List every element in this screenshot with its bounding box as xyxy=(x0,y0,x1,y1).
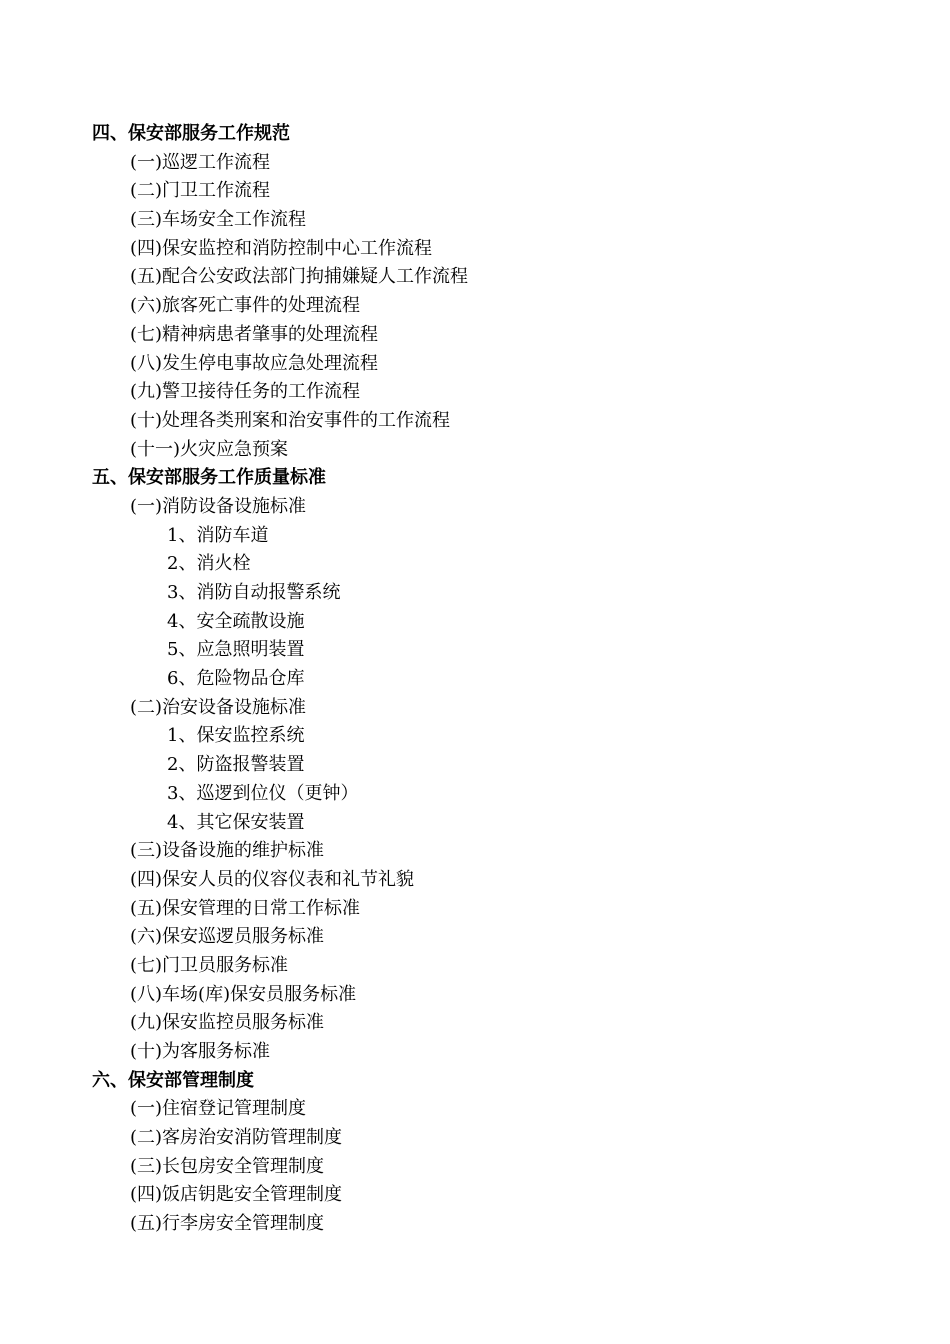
outline-item: (七)精神病患者肇事的处理流程 xyxy=(130,323,379,345)
outline-subitem: 4、其它保安装置 xyxy=(167,811,305,833)
outline-item: (三)车场安全工作流程 xyxy=(130,209,307,231)
outline-item: (九)保安监控员服务标准 xyxy=(130,1012,325,1034)
outline-item: (一)住宿登记管理制度 xyxy=(130,1098,307,1120)
outline-subitem: 2、消火栓 xyxy=(167,553,251,575)
section-heading: 六、保安部管理制度 xyxy=(92,1069,254,1091)
section-heading: 四、保安部服务工作规范 xyxy=(92,123,290,144)
outline-item: (二)治安设备设施标准 xyxy=(130,696,307,718)
outline-item: (六)保安巡逻员服务标准 xyxy=(130,926,325,948)
outline-item: (一)巡逻工作流程 xyxy=(130,151,271,173)
outline-subitem: 2、防盗报警装置 xyxy=(167,754,305,776)
outline-item: (六)旅客死亡事件的处理流程 xyxy=(130,295,361,317)
outline-subitem: 1、消防车道 xyxy=(167,524,269,546)
outline-item: (五)配合公安政法部门拘捕嫌疑人工作流程 xyxy=(130,266,469,288)
outline-item: (四)保安监控和消防控制中心工作流程 xyxy=(130,237,433,259)
outline-item: (四)保安人员的仪容仪表和礼节礼貌 xyxy=(130,868,415,890)
outline-subitem: 1、保安监控系统 xyxy=(167,725,305,747)
outline-subitem: 6、危险物品仓库 xyxy=(167,668,305,690)
table-of-contents xyxy=(0,120,950,1239)
outline-item: (二)门卫工作流程 xyxy=(130,180,271,202)
outline-item: (一)消防设备设施标准 xyxy=(130,495,307,517)
outline-item: (三)长包房安全管理制度 xyxy=(130,1155,325,1177)
outline-item: (七)门卫员服务标准 xyxy=(130,954,289,976)
outline-item: (九)警卫接待任务的工作流程 xyxy=(130,381,361,403)
outline-subitem: 3、消防自动报警系统 xyxy=(167,582,341,603)
outline-subitem: 3、巡逻到位仪（更钟） xyxy=(167,782,359,804)
outline-item: (五)保安管理的日常工作标准 xyxy=(130,897,361,919)
outline-item: (十)为客服务标准 xyxy=(130,1041,271,1062)
outline-item: (十一)火灾应急预案 xyxy=(130,438,289,460)
outline-item: (四)饭店钥匙安全管理制度 xyxy=(130,1184,343,1206)
outline-item: (三)设备设施的维护标准 xyxy=(130,840,325,862)
outline-item: (八)发生停电事故应急处理流程 xyxy=(130,352,379,374)
outline-item: (二)客房治安消防管理制度 xyxy=(130,1127,343,1149)
outline-subitem: 5、应急照明装置 xyxy=(167,639,305,661)
outline-item: (八)车场(库)保安员服务标准 xyxy=(130,983,357,1005)
outline-subitem: 4、安全疏散设施 xyxy=(167,610,305,632)
outline-item: (五)行李房安全管理制度 xyxy=(130,1213,325,1235)
outline-item: (十)处理各类刑案和治安事件的工作流程 xyxy=(130,409,451,431)
section-heading: 五、保安部服务工作质量标准 xyxy=(92,467,326,489)
